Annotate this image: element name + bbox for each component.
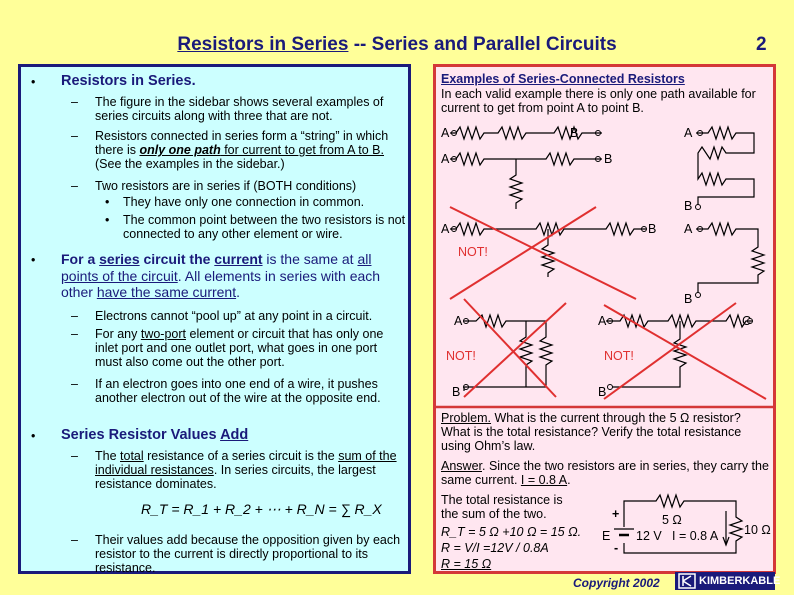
dash: – bbox=[71, 533, 78, 547]
problem-text: Problem. What is the current through the 5 Ω resistor? What is the total resistance? Verify the total resistance using Ohm’s law. bbox=[441, 411, 742, 453]
label-a: A bbox=[684, 126, 693, 140]
label-c: C bbox=[742, 314, 752, 328]
dash: – bbox=[71, 377, 78, 391]
bullet-dot: • bbox=[31, 75, 36, 89]
text-b1-3-1: They have only one connection in common. bbox=[123, 195, 365, 209]
examples-desc: In each valid example there is only one path available for current to get from point A to point B. bbox=[441, 87, 756, 115]
text-b3-2: Their values add because the opposition given by each resistor to the current is directly proportional to its resistance. bbox=[95, 533, 401, 575]
label-e: E bbox=[602, 529, 611, 543]
dangling-resistor bbox=[510, 159, 522, 209]
total-line-1: The total resistance is bbox=[441, 493, 563, 507]
dash: – bbox=[71, 179, 78, 193]
copyright: Copyright 2002 bbox=[573, 576, 660, 590]
label-b: B bbox=[684, 292, 693, 306]
dash: – bbox=[71, 449, 78, 463]
label-b: B bbox=[648, 222, 657, 236]
examples-title: Examples of Series-Connected Resistors bbox=[441, 72, 685, 86]
not-label: NOT! bbox=[604, 349, 634, 363]
not-branch-2 bbox=[520, 321, 532, 387]
logo-icon bbox=[677, 572, 697, 590]
label-5-ohm: 5 Ω bbox=[662, 513, 682, 527]
resistance-result: R = 15 Ω bbox=[441, 557, 492, 571]
label-b: B bbox=[684, 199, 693, 213]
text-b1-3: Two resistors are in series if (BOTH conditions) bbox=[95, 179, 357, 193]
not-parallel-2 bbox=[464, 315, 552, 387]
label-a: A bbox=[441, 126, 450, 140]
main-content-panel bbox=[18, 64, 411, 574]
text-b3-1: The total resistance of a series circuit is the sum of the individual resistances. In series circuits, the largest resistance dominates. bbox=[95, 449, 397, 491]
heading-series-values: Series Resistor Values Add bbox=[61, 427, 249, 443]
label-plus: + bbox=[612, 507, 620, 521]
slide-title: Resistors in Series -- Series and Parallel Circuits bbox=[177, 34, 617, 55]
page-number: 2 bbox=[756, 34, 767, 55]
label-b: B bbox=[452, 385, 461, 399]
label-a: A bbox=[441, 222, 450, 236]
label-a: A bbox=[441, 152, 450, 166]
sidebar-panel bbox=[433, 64, 776, 574]
answer-text: Answer. Since the two resistors are in series, they carry the same current. I = 0.8 A. bbox=[441, 459, 769, 487]
label-minus: - bbox=[614, 541, 619, 555]
bullet-dot: • bbox=[31, 253, 36, 267]
kimberkable-logo: KIMBERKABLE bbox=[675, 572, 775, 590]
total-line-2: the sum of the two. bbox=[441, 507, 547, 521]
text-b2-2: For any two-port element or circuit that has only one inlet port and one outlet port, what goes in one port must also come out the other port. bbox=[95, 327, 384, 369]
text-b1-2: Resistors connected in series form a “string” in which there is only one path for current to get from A to B. (See the examples in the sidebar.) bbox=[95, 129, 389, 171]
ohms-law-equation: R = V/I =12V / 0.8A bbox=[441, 541, 549, 555]
label-a: A bbox=[684, 222, 693, 236]
bullet-dot: • bbox=[105, 213, 110, 227]
heading-resistors-in-series: Resistors in Series. bbox=[61, 73, 196, 89]
text-b2-1: Electrons cannot “pool up” at any point in a circuit. bbox=[95, 309, 373, 323]
problem-circuit bbox=[624, 495, 742, 553]
dash: – bbox=[71, 327, 78, 341]
label-current: I = 0.8 A bbox=[672, 529, 719, 543]
dash: – bbox=[71, 129, 78, 143]
bullet-dot: • bbox=[105, 195, 110, 209]
not-label: NOT! bbox=[458, 245, 488, 259]
label-10-ohm: 10 Ω bbox=[744, 523, 771, 537]
label-b: B bbox=[598, 385, 607, 399]
formula: R_T = R_1 + R_2 + ⋯ + R_N = ∑ R_X bbox=[141, 501, 382, 517]
text-b1-1: The figure in the sidebar shows several examples of series circuits along with three that are not. bbox=[95, 95, 384, 123]
series-resistors-2 bbox=[450, 153, 602, 165]
rt-equation: R_T = 5 Ω +10 Ω = 15 Ω. bbox=[441, 525, 582, 539]
bullet-dot: • bbox=[31, 429, 36, 443]
label-b: B bbox=[604, 152, 613, 166]
label-a: A bbox=[454, 314, 463, 328]
text-b2-3: If an electron goes into one end of a wire, it pushes another electron out of the wire at the opposite end. bbox=[95, 377, 381, 405]
not-series-3 bbox=[606, 315, 752, 327]
zigzag-series bbox=[696, 127, 754, 205]
label-b: B bbox=[570, 126, 579, 140]
text-b2: For a series circuit the current is the same at all points of the circuit. All elements in series with each other have the same current. bbox=[61, 251, 381, 300]
label-a: A bbox=[598, 314, 607, 328]
label-voltage: 12 V bbox=[636, 529, 662, 543]
text-b1-3-2: The common point between the two resistors is not connected to any other element or wire. bbox=[123, 213, 406, 241]
valid-series-3 bbox=[696, 223, 764, 293]
dash: – bbox=[71, 309, 78, 323]
series-resistors-1 bbox=[450, 127, 602, 139]
dash: – bbox=[71, 95, 78, 109]
not-label: NOT! bbox=[446, 349, 476, 363]
